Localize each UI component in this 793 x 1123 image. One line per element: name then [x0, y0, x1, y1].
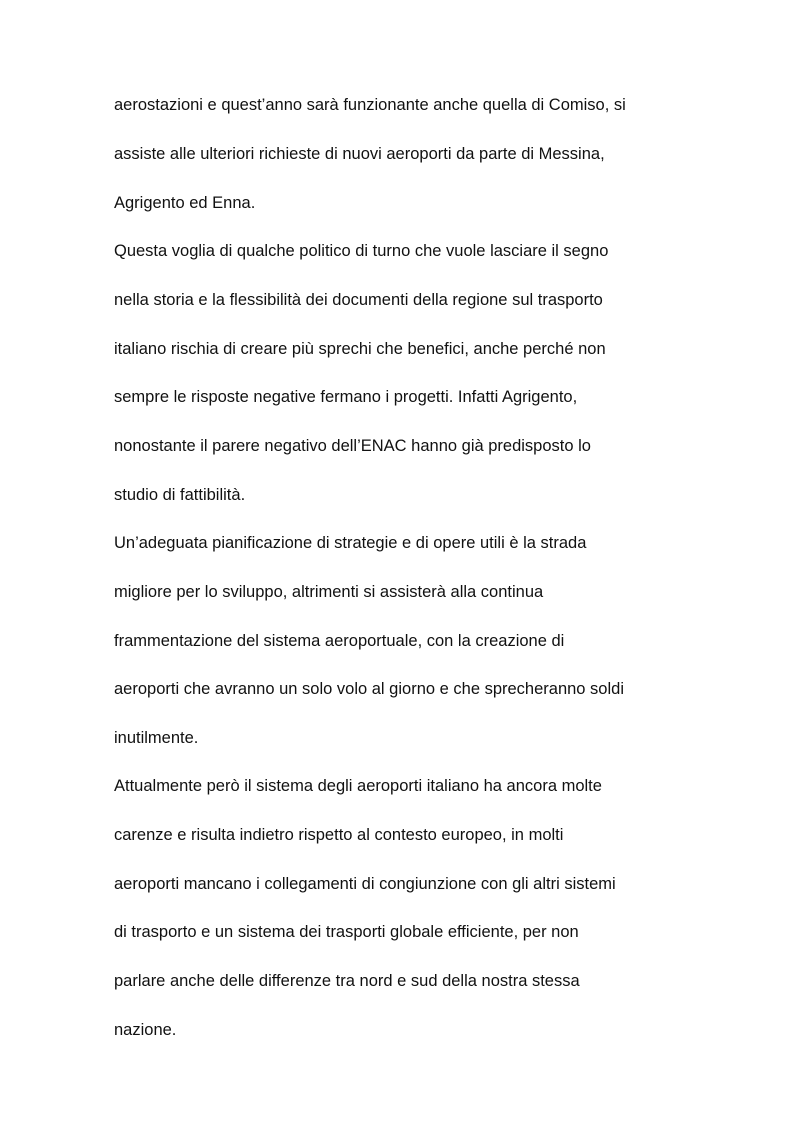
text-line: Attualmente però il sistema degli aeroporti italiano ha ancora molte	[114, 777, 602, 795]
text-line: parlare anche delle differenze tra nord e sud della nostra stessa	[114, 972, 580, 990]
text-line: italiano rischia di creare più sprechi che benefici, anche perché non	[114, 340, 606, 358]
text-line: di trasporto e un sistema dei trasporti globale efficiente, per non	[114, 923, 579, 941]
text-line: sempre le risposte negative fermano i progetti. Infatti Agrigento,	[114, 388, 578, 406]
text-line: nazione.	[114, 1021, 177, 1039]
text-line: migliore per lo sviluppo, altrimenti si assisterà alla continua	[114, 583, 544, 601]
text-line: assiste alle ulteriori richieste di nuovi aeroporti da parte di Messina,	[114, 145, 605, 163]
text-line: Un’adeguata pianificazione di strategie e di opere utili è la strada	[114, 534, 587, 552]
text-line: nella storia e la flessibilità dei documenti della regione sul trasporto	[114, 291, 603, 309]
text-line: Questa voglia di qualche politico di turno che vuole lasciare il segno	[114, 242, 609, 260]
text-line: inutilmente.	[114, 729, 199, 747]
text-line: carenze e risulta indietro rispetto al contesto europeo, in molti	[114, 826, 564, 844]
text-line: nonostante il parere negativo dell’ENAC hanno già predisposto lo	[114, 437, 591, 455]
text-line: aeroporti mancano i collegamenti di congiunzione con gli altri sistemi	[114, 875, 616, 893]
text-line: aeroporti che avranno un solo volo al giorno e che sprecheranno soldi	[114, 680, 624, 698]
text-line: Agrigento ed Enna.	[114, 194, 256, 212]
text-line: studio di fattibilità.	[114, 486, 246, 504]
text-line: aerostazioni e quest’anno sarà funzionante anche quella di Comiso, si	[114, 96, 626, 114]
text-line: frammentazione del sistema aeroportuale, con la creazione di	[114, 632, 565, 650]
